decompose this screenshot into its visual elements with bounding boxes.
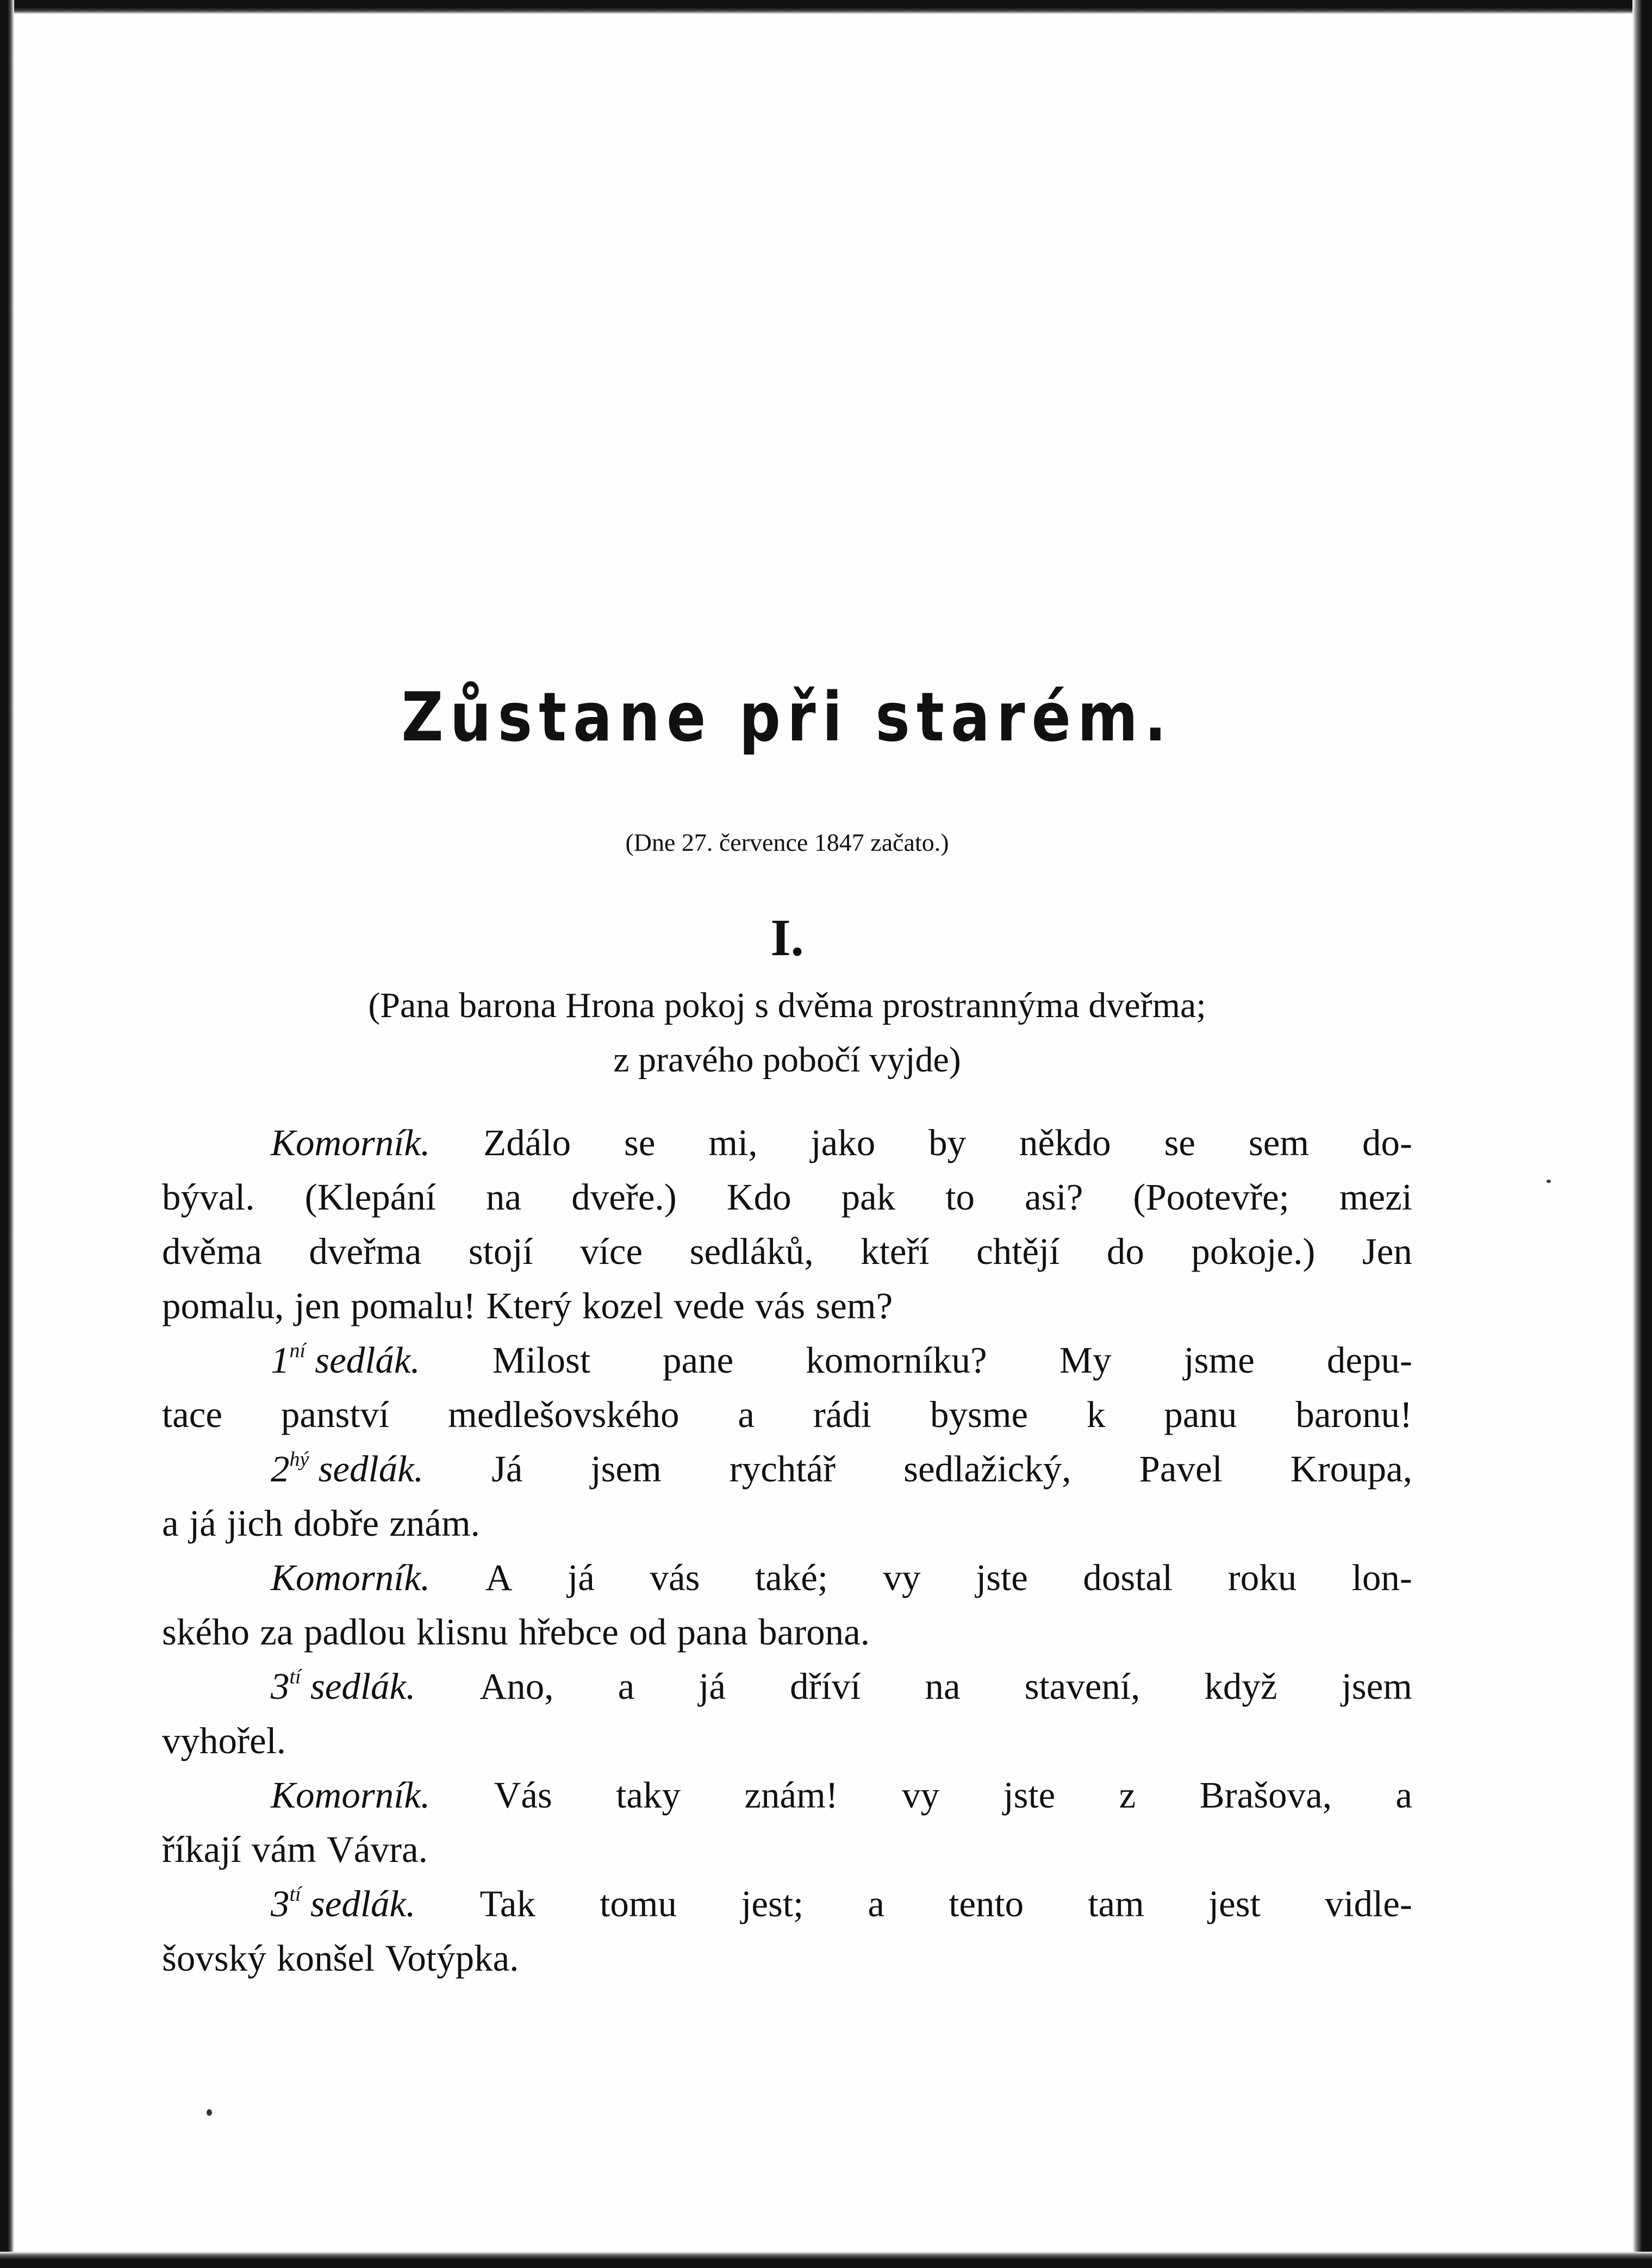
date-note: (Dne 27. července 1847 začato.) xyxy=(625,828,949,856)
word: já xyxy=(568,1557,595,1598)
stage-direction-line: z pravého pobočí vyjde) xyxy=(613,1040,961,1080)
word: kteří xyxy=(861,1231,930,1272)
ordinal-suffix: ní xyxy=(289,1339,306,1362)
text-line xyxy=(162,1768,1412,1822)
ordinal-suffix: hý xyxy=(289,1448,309,1471)
word: vás xyxy=(650,1557,700,1598)
word: A xyxy=(485,1557,513,1598)
word: pana xyxy=(677,1611,748,1653)
word: jich xyxy=(227,1503,283,1544)
speaker-name xyxy=(271,1442,423,1496)
word: jsem xyxy=(590,1448,662,1490)
word: sedlažický, xyxy=(903,1448,1071,1490)
word: jsme xyxy=(1183,1339,1255,1381)
word: konšel xyxy=(277,1937,375,1979)
word: medlešovského xyxy=(448,1394,679,1435)
word: Vávra. xyxy=(327,1829,428,1870)
word: více xyxy=(580,1231,643,1272)
word: jste xyxy=(976,1557,1028,1598)
text-line xyxy=(162,1387,1412,1442)
word: býval. xyxy=(162,1176,255,1218)
word: pane xyxy=(662,1339,734,1381)
word: roku xyxy=(1227,1557,1297,1598)
word: jen xyxy=(294,1285,340,1326)
word: (Pootevře; xyxy=(1133,1176,1289,1218)
word: Kroupa, xyxy=(1290,1448,1412,1490)
word: z xyxy=(1119,1774,1136,1816)
speaker-name xyxy=(271,1768,430,1822)
word: pak xyxy=(841,1176,896,1218)
word: vám xyxy=(251,1829,316,1870)
text-line xyxy=(162,1659,1412,1714)
word: dříví xyxy=(790,1666,861,1707)
word: stavení, xyxy=(1024,1666,1140,1707)
word: bysme xyxy=(930,1394,1028,1435)
word: Ano, xyxy=(479,1666,554,1707)
word: když xyxy=(1204,1666,1277,1707)
text-line xyxy=(162,1333,1412,1387)
speaker-text: sedlák. xyxy=(318,1448,424,1490)
scan-edge-left xyxy=(0,0,14,2268)
word: to xyxy=(945,1176,975,1218)
word: se xyxy=(624,1122,656,1163)
scan-edge-bottom xyxy=(0,2252,1652,2268)
play-title: Zůstane při starém. xyxy=(401,678,1173,757)
scan-edge-right xyxy=(1632,0,1652,2268)
word: do xyxy=(1106,1231,1144,1272)
word: pokoje.) xyxy=(1191,1231,1316,1272)
speaker-text: 2 xyxy=(271,1448,290,1490)
word: Tak xyxy=(479,1883,536,1924)
speaker-text: Komorník. xyxy=(271,1122,431,1163)
word: barona. xyxy=(758,1611,870,1653)
word: Vás xyxy=(494,1774,552,1816)
word: komorníku? xyxy=(806,1339,987,1381)
word: (Klepání xyxy=(304,1176,436,1218)
word: vy xyxy=(883,1557,921,1598)
speaker-text: Komorník. xyxy=(271,1774,431,1816)
word: také; xyxy=(755,1557,828,1598)
text-line xyxy=(162,1170,1412,1224)
word: vede xyxy=(674,1285,745,1326)
text-line xyxy=(162,1279,1412,1333)
word: asi? xyxy=(1025,1176,1083,1218)
word: znám! xyxy=(744,1774,838,1816)
word: se xyxy=(1164,1122,1196,1163)
text-line xyxy=(162,1224,1412,1279)
text-line xyxy=(162,1931,1412,1985)
word: tomu xyxy=(600,1883,677,1924)
text-line xyxy=(162,1550,1412,1605)
word: mi, xyxy=(708,1122,758,1163)
word: chtějí xyxy=(976,1231,1060,1272)
word: šovský xyxy=(162,1937,266,1979)
text-line xyxy=(162,1714,1412,1768)
text-line xyxy=(162,1605,1412,1659)
speaker-name xyxy=(271,1116,430,1170)
word: a xyxy=(162,1503,179,1544)
word: by xyxy=(928,1122,967,1163)
ordinal-suffix: tí xyxy=(289,1883,301,1906)
ink-speck xyxy=(207,2109,212,2116)
text-line xyxy=(162,1442,1412,1496)
word: Milost xyxy=(492,1339,590,1381)
word: já xyxy=(189,1503,216,1544)
word: Jen xyxy=(1362,1231,1412,1272)
text-line xyxy=(162,1822,1412,1877)
word: dvěma xyxy=(162,1231,262,1272)
word: a xyxy=(1395,1774,1412,1816)
speaker-name xyxy=(271,1659,415,1714)
speaker-text: 1 xyxy=(271,1339,290,1381)
word: rádi xyxy=(813,1394,872,1435)
word: na xyxy=(486,1176,522,1218)
word: padlou xyxy=(303,1611,406,1653)
word: jest xyxy=(1208,1883,1261,1924)
speaker-name xyxy=(271,1333,420,1387)
word: vyhořel. xyxy=(162,1720,286,1761)
word: pomalu! xyxy=(351,1285,476,1326)
word: Pavel xyxy=(1139,1448,1223,1490)
word: sedláků, xyxy=(689,1231,814,1272)
word: na xyxy=(925,1666,961,1707)
word: říkají xyxy=(162,1829,241,1870)
word: dobře xyxy=(293,1503,379,1544)
speaker-text: 3 xyxy=(271,1883,290,1924)
word: panu xyxy=(1164,1394,1237,1435)
word: tento xyxy=(949,1883,1024,1924)
word: ského xyxy=(162,1611,250,1653)
word: vidle- xyxy=(1324,1883,1412,1924)
word: jest; xyxy=(741,1883,804,1924)
word: dveřma xyxy=(309,1231,422,1272)
word: Který xyxy=(486,1285,572,1326)
text-line xyxy=(162,1496,1412,1550)
speaker-text: sedlák. xyxy=(310,1666,416,1707)
word: pomalu, xyxy=(162,1285,284,1326)
ink-speck xyxy=(1547,1180,1551,1183)
word: jsem xyxy=(1341,1666,1412,1707)
word: za xyxy=(260,1611,294,1653)
word: rychtář xyxy=(729,1448,836,1490)
word: jako xyxy=(811,1122,876,1163)
speaker-text: sedlák. xyxy=(315,1339,420,1381)
word: vy xyxy=(902,1774,940,1816)
word: taky xyxy=(616,1774,681,1816)
word: Já xyxy=(491,1448,523,1490)
word: někdo xyxy=(1019,1122,1111,1163)
scan-edge-top xyxy=(0,0,1652,14)
text-line xyxy=(162,1116,1412,1170)
word: vás xyxy=(755,1285,806,1326)
word: k xyxy=(1087,1394,1106,1435)
word: tam xyxy=(1088,1883,1144,1924)
speaker-text: sedlák. xyxy=(310,1883,416,1924)
word: lon- xyxy=(1351,1557,1412,1598)
ordinal-suffix: tí xyxy=(289,1665,301,1688)
word: sem xyxy=(1248,1122,1310,1163)
word: znám. xyxy=(389,1503,480,1544)
word: dostal xyxy=(1083,1557,1173,1598)
word: do- xyxy=(1362,1122,1412,1163)
stage-direction xyxy=(162,979,1412,1087)
text-line xyxy=(162,1877,1412,1931)
page-content xyxy=(162,674,1412,1985)
word: od xyxy=(629,1611,667,1653)
word: mezi xyxy=(1339,1176,1412,1218)
word: sem? xyxy=(815,1285,893,1326)
speaker-name xyxy=(271,1877,415,1931)
word: depu- xyxy=(1326,1339,1412,1381)
word: dveře.) xyxy=(571,1176,677,1218)
word: tace xyxy=(162,1394,223,1435)
word: a xyxy=(868,1883,885,1924)
word: a xyxy=(738,1394,755,1435)
word: panství xyxy=(280,1394,390,1435)
word: jste xyxy=(1003,1774,1056,1816)
word: Votýpka. xyxy=(385,1937,519,1979)
word: Brašova, xyxy=(1199,1774,1332,1816)
act-number: I. xyxy=(770,908,804,967)
word: kozel xyxy=(582,1285,664,1326)
word: Zdálo xyxy=(483,1122,571,1163)
word: já xyxy=(699,1666,726,1707)
word: My xyxy=(1059,1339,1112,1381)
speaker-text: Komorník. xyxy=(271,1557,431,1598)
word: a xyxy=(618,1666,635,1707)
speaker-text: 3 xyxy=(271,1666,290,1707)
word: Kdo xyxy=(726,1176,791,1218)
dialogue-body xyxy=(162,1116,1412,1985)
speaker-name xyxy=(271,1550,430,1605)
word: klisnu xyxy=(416,1611,508,1653)
stage-direction-line: (Pana barona Hrona pokoj s dvěma prostrannýma dveřma; xyxy=(368,986,1206,1025)
word: stojí xyxy=(468,1231,533,1272)
word: baronu! xyxy=(1295,1394,1412,1435)
word: hřebce xyxy=(519,1611,619,1653)
